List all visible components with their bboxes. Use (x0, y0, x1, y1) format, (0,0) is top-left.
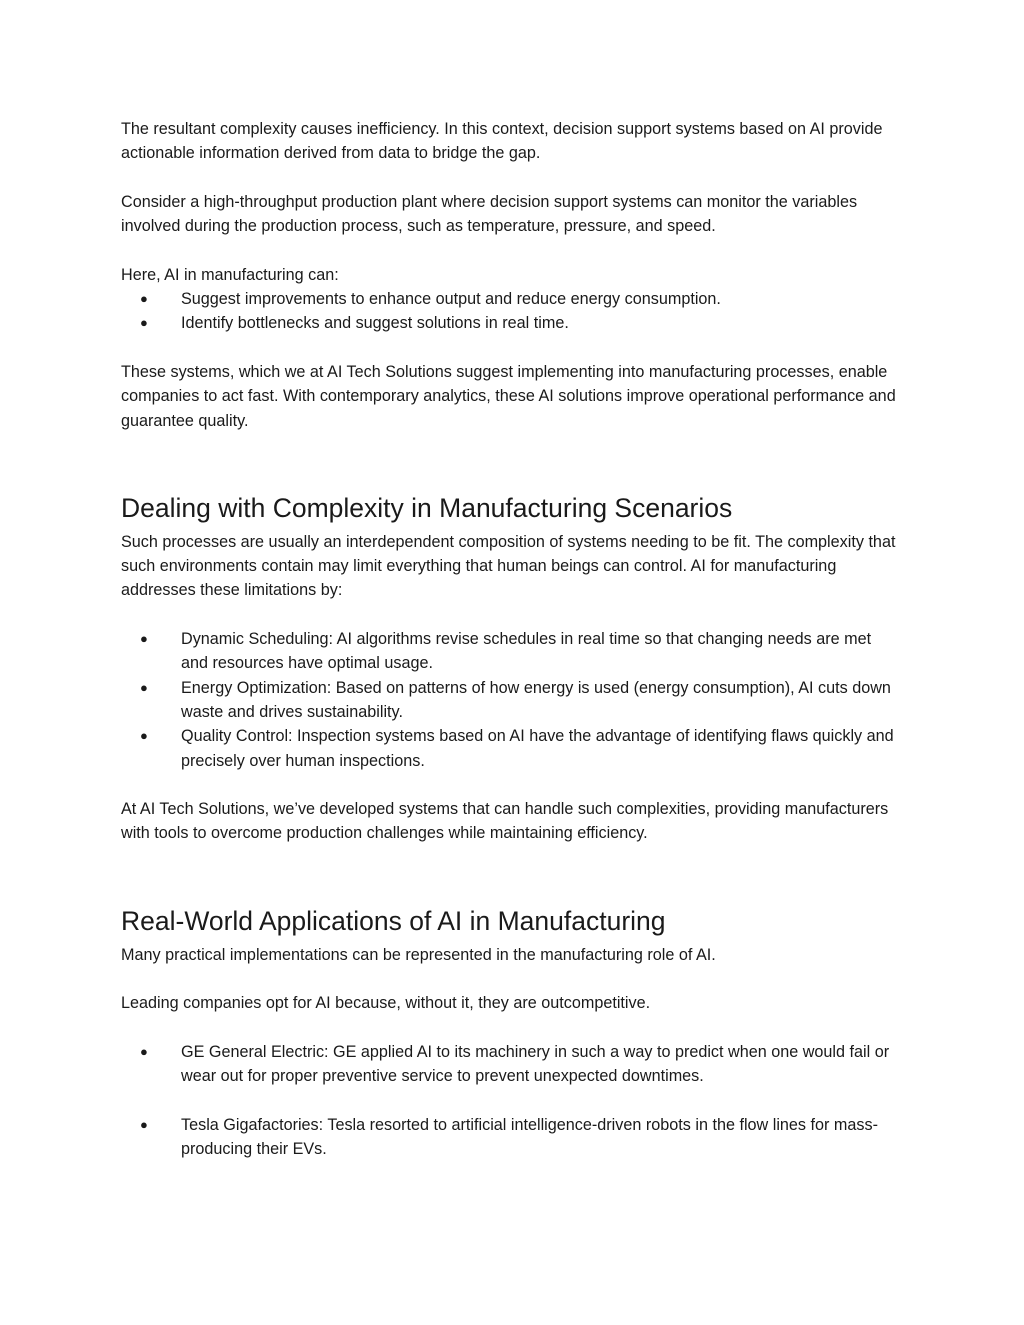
bullet-icon: ● (140, 315, 148, 331)
list-item (121, 1040, 901, 1089)
bullet-icon: ● (140, 728, 148, 744)
section1-paragraph-1: Such processes are usually an interdependent composition of systems needing to be fit. The complexity that such environments contain may limit everything that human beings can control. AI for manufacturing addresses these limitations by: (121, 532, 896, 600)
list-item-text: Quality Control: Inspection systems based on AI have the advantage of identifying flaws quickly and precisely over human inspections. (181, 727, 894, 770)
intro-paragraph-1: The resultant complexity causes inefficiency. In this context, decision support systems based on AI provide actionable information derived from data to bridge the gap. (121, 120, 883, 163)
list-item (121, 724, 901, 773)
bullet-icon: ● (140, 1043, 148, 1059)
document-page (121, 117, 901, 1161)
section-heading-applications: Real-World Applications of AI in Manufacturing (121, 905, 666, 936)
intro-paragraph-3: Here, AI in manufacturing can: (121, 265, 339, 284)
list-item-text: Dynamic Scheduling: AI algorithms revise schedules in real time so that changing needs are met and resources have optimal usage. (181, 630, 872, 673)
section-heading-complexity: Dealing with Complexity in Manufacturing Scenarios (121, 492, 733, 523)
list-item (121, 287, 901, 311)
spacer (121, 967, 901, 991)
bullet-icon: ● (140, 1116, 148, 1132)
spacer (121, 238, 901, 262)
list-item (121, 676, 901, 725)
list-item-text: Identify bottlenecks and suggest solutions in real time. (181, 314, 569, 333)
spacer (121, 773, 901, 797)
list-item (121, 311, 901, 335)
bullet-icon: ● (140, 679, 148, 695)
list-item-text: GE General Electric: GE applied AI to its machinery in such a way to predict when one would fail or wear out for proper preventive service to prevent unexpected downtimes. (181, 1042, 890, 1086)
spacer (121, 166, 901, 190)
intro-paragraph-4: These systems, which we at AI Tech Solutions suggest implementing into manufacturing processes, enable companies to act fast. With contemporary analytics, these AI solutions improve operational performance and guarantee quality. (121, 362, 896, 430)
list-item-text: Suggest improvements to enhance output and reduce energy consumption. (181, 290, 721, 309)
section1-paragraph-2: At AI Tech Solutions, we’ve developed systems that can handle such complexities, providing manufacturers with tools to overcome production challenges while maintaining efficiency. (121, 800, 889, 843)
section2-paragraph-2: Leading companies opt for AI because, without it, they are outcompetitive. (121, 994, 651, 1013)
intro-paragraph-2: Consider a high-throughput production plant where decision support systems can monitor the variables involved during the production process, such as temperature, pressure, and speed. (121, 192, 858, 236)
section1-bullet-list (121, 627, 901, 773)
section2-paragraph-1: Many practical implementations can be represented in the manufacturing role of AI. (121, 945, 716, 964)
intro-bullet-list (121, 287, 901, 336)
list-item (121, 627, 901, 676)
spacer (121, 433, 901, 492)
section2-bullet-list (121, 1040, 901, 1161)
bullet-icon: ● (140, 631, 148, 647)
list-item-text: Energy Optimization: Based on patterns of how energy is used (energy consumption), AI cuts down waste and drives sustainability. (181, 678, 891, 721)
spacer (121, 336, 901, 360)
spacer (121, 1089, 901, 1113)
spacer (121, 1016, 901, 1040)
spacer (121, 846, 901, 905)
list-item (121, 1113, 901, 1162)
list-item-text: Tesla Gigafactories: Tesla resorted to artificial intelligence-driven robots in the flow lines for mass-producing their EVs. (181, 1115, 878, 1159)
spacer (121, 603, 901, 627)
bullet-icon: ● (140, 291, 148, 307)
